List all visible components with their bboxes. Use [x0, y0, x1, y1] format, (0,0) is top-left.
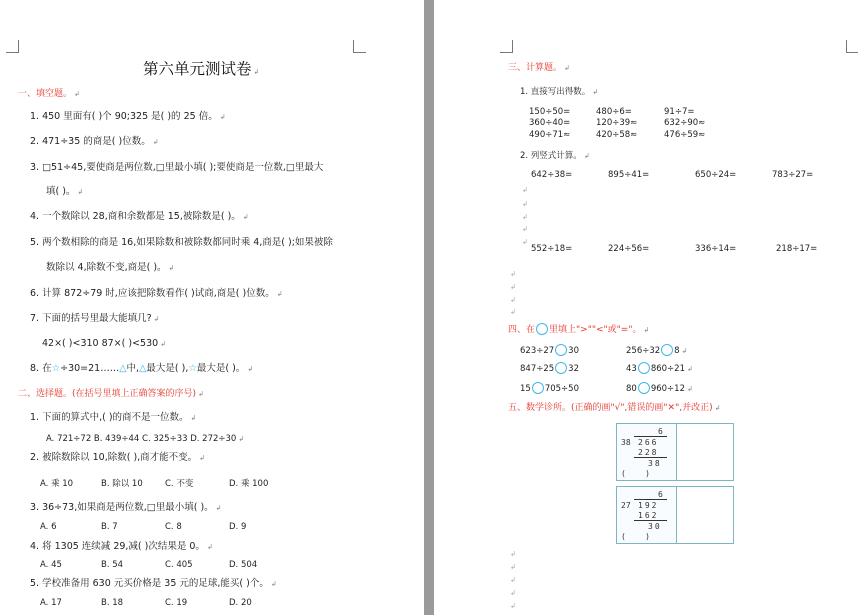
clinic-divisor: 27: [621, 501, 631, 510]
vertical-calc-item: 895÷41=: [608, 170, 650, 180]
calc-sub2-label: 2. 列竖式计算。 ↲: [520, 151, 590, 161]
clinic-divisor: 38: [621, 438, 631, 447]
oral-calc-item: 91÷7=: [664, 107, 695, 117]
choice-q5-option-a: A. 17: [40, 598, 62, 608]
blank-circle-icon[interactable]: [555, 344, 567, 356]
compare-item: 256÷32 8 ↲: [626, 346, 688, 356]
division-bracket: [634, 436, 667, 437]
blank-circle-icon[interactable]: [661, 344, 673, 356]
compare-item: 80 960÷12 ↲: [626, 384, 693, 394]
calc-sub1-label: 1. 直接写出得数。 ↲: [520, 87, 599, 97]
vertical-calc-item: 783÷27=: [772, 170, 814, 180]
choice-q3-option-a: A. 6: [40, 522, 57, 532]
choice-q3: 3. 36÷73,如果商是两位数,□里最小填( )。 ↲: [30, 502, 222, 513]
subtraction-line: [634, 520, 667, 521]
fill-q1: 1. 450 里面有( )个 90;325 是( )的 25 倍。 ↲: [30, 111, 226, 122]
oral-calc-item: 490÷71≈: [529, 130, 571, 140]
vertical-calc-item: 642÷38=: [531, 170, 573, 180]
choice-q4-option-d: D. 504: [229, 560, 258, 570]
triangle-icon: △: [139, 363, 147, 374]
blank-circle-icon[interactable]: [555, 362, 567, 374]
choice-q3-option-d: D. 9: [229, 522, 247, 532]
section-heading-calc: 三、计算题。 ↲: [508, 63, 570, 73]
fill-q7: 7. 下面的括号里最大能填几? ↲: [30, 313, 160, 324]
right-page: 三、计算题。 ↲ 1. 直接写出得数。 ↲ 150÷50= 480÷6= 91÷7= 360÷40= 120÷39≈ 632÷90≈ 490÷71≈ 420÷58≈ 476÷59≈ 2. 列竖式计算。 ↲ 642÷38= 895÷41= 650÷24= 783÷27= ↲ ↲ ↲ ↲ ↲ 552÷18= 224÷56= 336÷14= 218÷17= ↲ ↲ ↲ ↲ 四、在 里填上">""<"或"="。 ↲ 623÷27 30 256÷32 8 ↲ 847÷25 32 43 860÷21 ↲ 15 705÷50 80 960÷12 ↲ 五、数学诊所。(正确的画"√",错误的画"✕",并改正) ↲ 6 38 266 228 38 ( ) 6 27 192 162 30 ( ) ↲ ↲ ↲ ↲ ↲: [434, 0, 858, 615]
fill-q3-cont: 填( )。 ↲: [46, 186, 84, 197]
fill-q8: 8. 在☆÷30=21……△中,△最大是( ),☆最大是( )。 ↲: [30, 363, 254, 374]
clinic-judgement-paren[interactable]: ( ): [621, 532, 650, 541]
choice-q3-option-b: B. 7: [101, 522, 118, 532]
section-heading-fill: 一、填空题。 ↲: [18, 89, 80, 99]
subtraction-line: [634, 457, 667, 458]
choice-q4-option-a: A. 45: [40, 560, 62, 570]
clinic-remainder: 38: [648, 459, 662, 468]
clinic-remainder: 30: [648, 522, 662, 531]
choice-q2-option-b: B. 除以 10: [101, 479, 143, 489]
crop-mark-top-left: [500, 40, 513, 53]
choice-q4-option-b: B. 54: [101, 560, 124, 570]
choice-q5: 5. 学校准备用 630 元买价格是 35 元的足球,能买( )个。 ↲: [30, 578, 277, 589]
section-heading-clinic: 五、数学诊所。(正确的画"√",错误的画"✕",并改正) ↲: [508, 403, 721, 413]
oral-calc-item: 360÷40=: [529, 118, 571, 128]
fill-q6: 6. 计算 872÷79 时,应该把除数看作( )试商,商是( )位数。 ↲: [30, 288, 283, 299]
clinic-dividend: 266: [638, 438, 659, 447]
choice-q4: 4. 将 1305 连续减 29,减( )次结果是 0。 ↲: [30, 541, 213, 552]
clinic-problem-2: [616, 486, 734, 544]
oral-calc-item: 420÷58≈: [596, 130, 638, 140]
oral-calc-item: 150÷50=: [529, 107, 571, 117]
choice-q2-option-c: C. 不变: [165, 479, 194, 489]
fill-q2: 2. 471÷35 的商是( )位数。 ↲: [30, 136, 159, 147]
compare-item: 847÷25 32: [520, 364, 579, 374]
crop-mark-top-right: [353, 40, 366, 53]
choice-q5-option-c: C. 19: [165, 598, 188, 608]
fill-q3: 3. □51÷45,要使商是两位数,□里最小填( );要使商是一位数,□里最大: [30, 162, 324, 173]
choice-q5-option-b: B. 18: [101, 598, 124, 608]
star-icon: ☆: [51, 363, 61, 374]
choice-q2: 2. 被除数除以 10,除数( ),商才能不变。 ↲: [30, 452, 206, 463]
division-bracket: [634, 499, 667, 500]
fill-q5-cont: 数除以 4,除数不变,商是( )。 ↲: [46, 262, 175, 273]
oral-calc-item: 480÷6=: [596, 107, 632, 117]
vertical-calc-item: 650÷24=: [695, 170, 737, 180]
fill-q7-expr: 42×( )<310 87×( )<530 ↲: [42, 338, 167, 349]
crop-mark-top-left: [6, 40, 19, 53]
section-heading-choice: 二、选择题。(在括号里填上正确答案的序号) ↲: [18, 389, 204, 399]
section-heading-compare: 四、在 里填上">""<"或"="。 ↲: [508, 325, 650, 335]
vertical-calc-item: 218÷17=: [776, 244, 818, 254]
page-title: 第六单元测试卷 ↲: [143, 60, 260, 78]
left-page: [0, 0, 424, 615]
clinic-quotient: 6: [658, 427, 663, 436]
choice-q1: 1. 下面的算式中,( )的商不是一位数。 ↲: [30, 412, 197, 423]
choice-q2-option-a: A. 乘 10: [40, 479, 74, 489]
fill-q5: 5. 两个数相除的商是 16,如果除数和被除数都同时乘 4,商是( );如果被除: [30, 237, 333, 248]
clinic-quotient: 6: [658, 490, 663, 499]
clinic-product: 228: [638, 448, 659, 457]
blank-circle-icon[interactable]: [638, 382, 650, 394]
oral-calc-item: 120÷39≈: [596, 118, 638, 128]
choice-q3-option-c: C. 8: [165, 522, 182, 532]
choice-q2-option-d: D. 乘 100: [229, 479, 269, 489]
vertical-calc-item: 552÷18=: [531, 244, 573, 254]
fill-q4: 4. 一个数除以 28,商和余数都是 15,被除数是( )。 ↲: [30, 211, 249, 222]
choice-q4-option-c: C. 405: [165, 560, 193, 570]
clinic-product: 162: [638, 511, 659, 520]
oral-calc-item: 632÷90≈: [664, 118, 706, 128]
compare-item: 15 705÷50: [520, 384, 579, 394]
triangle-icon: △: [119, 363, 127, 374]
star-icon: ☆: [188, 363, 197, 374]
compare-item: 43 860÷21 ↲: [626, 364, 693, 374]
vertical-calc-item: 224÷56=: [608, 244, 650, 254]
compare-item: 623÷27 30: [520, 346, 579, 356]
blank-circle-icon: [536, 323, 548, 335]
vertical-calc-item: 336÷14=: [695, 244, 737, 254]
oral-calc-item: 476÷59≈: [664, 130, 706, 140]
blank-circle-icon[interactable]: [638, 362, 650, 374]
clinic-judgement-paren[interactable]: ( ): [621, 469, 650, 478]
clinic-dividend: 192: [638, 501, 659, 510]
blank-circle-icon[interactable]: [532, 382, 544, 394]
choice-q1-options: A. 721÷72 B. 439÷44 C. 325÷33 D. 272÷30 ↲: [46, 434, 245, 444]
choice-q5-option-d: D. 20: [229, 598, 252, 608]
clinic-problem-1: [616, 423, 734, 481]
crop-mark-top-right: [846, 40, 858, 53]
